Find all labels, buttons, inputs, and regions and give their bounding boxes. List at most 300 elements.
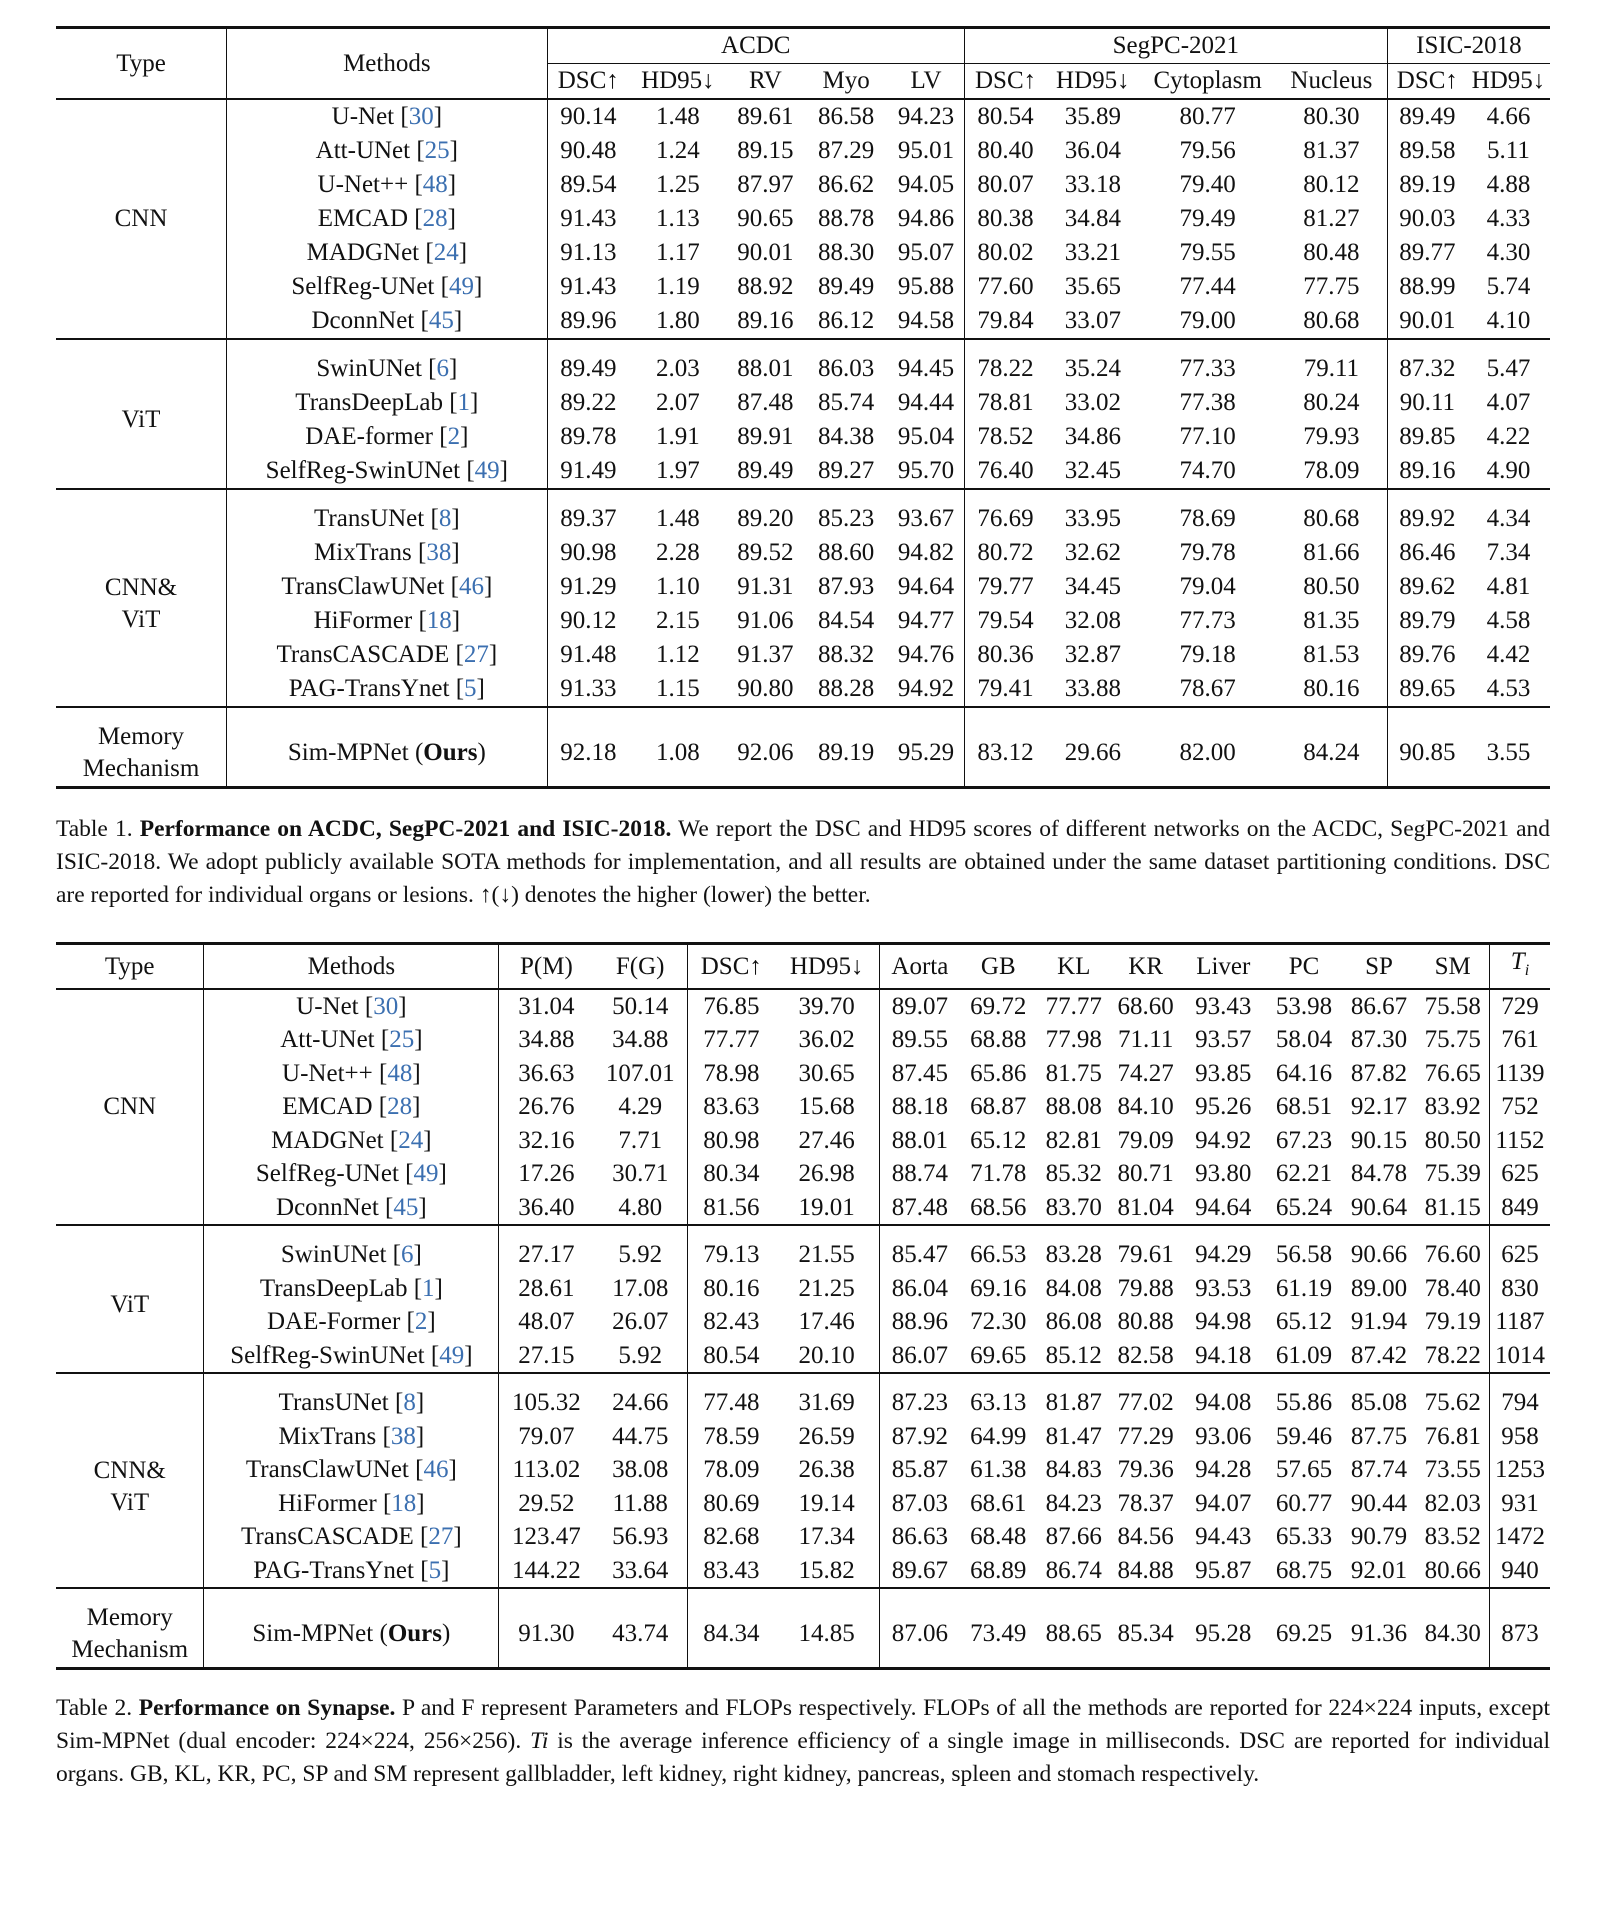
method-name	[227, 352, 548, 386]
method-label: TransCASCADE	[276, 641, 456, 668]
spacer-cell	[1342, 1588, 1417, 1601]
value-cell: 88.60	[818, 539, 875, 566]
value-cell: 80.16	[1303, 675, 1360, 702]
table-1	[56, 26, 1550, 789]
value-cell: 35.65	[1064, 273, 1121, 300]
spacer-cell	[888, 707, 964, 720]
method-name	[204, 1453, 499, 1487]
value-cell: 81.56	[687, 1191, 775, 1226]
value-cell: 86.08	[1045, 1308, 1102, 1335]
bracket: [	[466, 457, 475, 484]
value-cell: 849	[1489, 1191, 1550, 1226]
bracket: ]	[448, 1456, 457, 1483]
value-cell: 89.65	[1387, 672, 1467, 707]
value-cell: 93.80	[1195, 1160, 1252, 1187]
value-cell: 82.81	[1045, 1126, 1102, 1154]
value-cell: 90.85	[1387, 720, 1467, 788]
value-cell: 4.30	[1486, 239, 1531, 266]
method-name	[227, 604, 548, 638]
value-cell: 80.54	[687, 1339, 775, 1374]
value-cell: 89.91	[737, 423, 794, 450]
table-row	[56, 1238, 1550, 1272]
value-cell: 84.23	[1045, 1489, 1102, 1517]
table-2-caption	[56, 1692, 1550, 1791]
value-cell: 73.49	[960, 1601, 1036, 1669]
value-cell: 1139	[1489, 1057, 1550, 1091]
bracket: ]	[483, 573, 493, 600]
value-cell: 80.72	[964, 536, 1046, 570]
value-cell: 80.24	[1303, 389, 1360, 416]
value-cell: 90.01	[1387, 304, 1467, 339]
table-row	[56, 536, 1550, 570]
value-cell: 1.25	[656, 171, 700, 198]
value-cell: 3.55	[1467, 720, 1550, 788]
column-header: Liver	[1180, 944, 1266, 989]
table-row	[56, 1272, 1550, 1306]
column-header: GB	[960, 944, 1036, 989]
bracket: [	[420, 1523, 429, 1550]
value-cell: 83.63	[687, 1090, 775, 1124]
spacer-cell	[56, 489, 227, 502]
value-cell: 89.49	[547, 352, 629, 386]
value-cell: 94.64	[1195, 1193, 1252, 1221]
value-cell: 26.98	[798, 1160, 855, 1187]
bracket: ]	[451, 607, 461, 634]
bracket: ]	[438, 1160, 447, 1187]
value-cell: 82.03	[1424, 1489, 1481, 1517]
value-cell: 79.19	[1424, 1308, 1481, 1335]
spacer-cell	[1489, 1588, 1550, 1601]
method-label: SwinUNet	[280, 1241, 393, 1268]
value-cell: 56.58	[1275, 1241, 1333, 1268]
method-label: SelfReg-SwinUNet	[265, 457, 467, 484]
spacer-cell	[1111, 1225, 1180, 1238]
bracket: [	[392, 1241, 401, 1268]
value-cell: 31.69	[798, 1389, 855, 1416]
value-cell: 11.88	[612, 1489, 668, 1517]
value-cell: 27.46	[798, 1126, 855, 1154]
spacer-cell	[1139, 707, 1275, 720]
value-cell: 79.55	[1179, 239, 1236, 266]
method-label: Att-UNet	[315, 137, 417, 164]
bracket: [	[382, 1422, 391, 1450]
spacer-cell	[960, 1588, 1036, 1601]
citation-link: 45	[393, 1193, 419, 1221]
column-header: HD95↓	[775, 944, 879, 989]
table-row	[56, 1023, 1550, 1057]
value-cell: 77.73	[1179, 607, 1236, 634]
method-label: HiFormer	[278, 1489, 383, 1517]
table-row	[56, 270, 1550, 304]
citation-link: 49	[448, 273, 474, 300]
spacer-cell	[1036, 1225, 1111, 1238]
citation-link: 48	[387, 1059, 413, 1087]
value-cell: 1187	[1489, 1305, 1550, 1339]
value-cell: 77.60	[964, 270, 1046, 304]
value-cell: 32.45	[1064, 457, 1121, 484]
column-header: DSC↑	[964, 64, 1046, 100]
value-cell: 78.09	[1303, 457, 1360, 484]
value-cell: 80.68	[1303, 307, 1360, 334]
method-name	[227, 304, 548, 339]
value-cell: 1253	[1489, 1453, 1550, 1487]
bracket: [	[439, 423, 448, 450]
bracket: ]	[398, 992, 407, 1020]
spacer-cell	[629, 707, 727, 720]
method-label: Att-UNet	[280, 1026, 381, 1053]
bracket: [	[420, 1556, 429, 1584]
value-cell: 80.07	[964, 168, 1046, 202]
bracket: [	[380, 1026, 390, 1053]
method-name	[227, 720, 548, 788]
spacer-cell	[56, 1225, 204, 1238]
spacer-cell	[204, 1225, 499, 1238]
value-cell: 93.53	[1195, 1274, 1252, 1302]
value-cell: 87.92	[879, 1420, 960, 1454]
value-cell: 89.37	[547, 502, 629, 536]
value-cell: 87.32	[1387, 352, 1467, 386]
table-row	[56, 638, 1550, 672]
bracket: ]	[451, 505, 460, 532]
value-cell: 1.48	[656, 505, 700, 532]
method-label: MADGNet	[271, 1126, 390, 1154]
type-label: Memory Mechanism	[56, 1601, 204, 1669]
bracket: ]	[453, 1523, 462, 1550]
value-cell: 69.65	[970, 1341, 1027, 1369]
bracket: [	[450, 573, 459, 600]
method-name	[227, 454, 548, 489]
value-cell: 90.03	[1387, 202, 1467, 236]
value-cell: 24.66	[612, 1389, 669, 1416]
bracket: [	[430, 505, 439, 532]
spacer-cell	[1276, 489, 1387, 502]
value-cell: 32.62	[1064, 539, 1121, 566]
table-2-column-header-row	[56, 944, 1550, 989]
value-cell: 80.50	[1424, 1126, 1481, 1154]
value-cell: 79.04	[1179, 573, 1236, 600]
table-row	[56, 1305, 1550, 1339]
value-cell: 4.66	[1486, 103, 1531, 130]
value-cell: 85.32	[1045, 1160, 1102, 1187]
column-header: F(G)	[594, 944, 688, 989]
value-cell: 75.58	[1424, 992, 1481, 1020]
value-cell: 87.06	[879, 1601, 960, 1669]
type-label: ViT	[121, 406, 161, 433]
value-cell: 89.77	[1387, 236, 1467, 270]
value-cell: 86.03	[818, 355, 875, 382]
value-cell: 34.88	[612, 1026, 669, 1053]
value-cell: 729	[1489, 989, 1550, 1024]
ours-row	[56, 720, 1550, 788]
value-cell: 85.74	[818, 389, 875, 416]
spacer-cell	[1180, 1588, 1266, 1601]
bracket: [	[414, 171, 423, 198]
value-cell: 39.70	[798, 992, 855, 1020]
value-cell: 55.86	[1275, 1389, 1333, 1416]
value-cell: 34.84	[1064, 205, 1121, 232]
bracket: ]	[448, 355, 458, 382]
value-cell: 89.78	[547, 420, 629, 454]
bracket: [	[389, 1126, 399, 1154]
value-cell: 78.52	[964, 420, 1046, 454]
value-cell: 91.36	[1342, 1601, 1417, 1669]
value-cell: 2.15	[656, 607, 700, 634]
value-cell: 84.78	[1350, 1160, 1408, 1187]
value-cell: 32.08	[1064, 607, 1121, 634]
bracket: ]	[488, 641, 498, 668]
value-cell: 71.78	[970, 1160, 1027, 1187]
value-cell: 79.18	[1179, 641, 1236, 668]
method-name	[204, 1601, 499, 1669]
value-cell: 87.48	[879, 1191, 960, 1226]
value-cell: 80.71	[1117, 1160, 1174, 1187]
value-cell: 34.45	[1064, 573, 1121, 600]
citation-link: 5	[464, 675, 477, 702]
bracket: [	[378, 1093, 388, 1120]
citation-link: 48	[422, 171, 448, 198]
method-name	[227, 236, 548, 270]
value-cell: 1014	[1489, 1339, 1550, 1374]
spacer-cell	[960, 1373, 1036, 1386]
value-cell: 89.27	[818, 457, 875, 484]
value-cell: 94.07	[1195, 1489, 1252, 1517]
value-cell: 33.88	[1064, 675, 1121, 702]
spacer-cell	[879, 1373, 960, 1386]
value-cell: 1.80	[656, 307, 700, 334]
spacer-cell	[775, 1588, 879, 1601]
citation-link: 18	[391, 1489, 417, 1517]
bracket: [	[455, 641, 464, 668]
method-name	[204, 1420, 499, 1454]
value-cell: 95.04	[897, 423, 955, 450]
value-cell: 68.61	[970, 1489, 1027, 1517]
value-cell: 20.10	[798, 1341, 855, 1369]
value-cell: 81.35	[1303, 607, 1360, 634]
value-cell: 15.68	[798, 1093, 855, 1120]
value-cell: 33.21	[1064, 239, 1121, 266]
spacer-cell	[964, 489, 1046, 502]
value-cell: 87.42	[1350, 1341, 1408, 1369]
method-label: U-Net	[331, 103, 401, 130]
value-cell: 94.82	[897, 539, 955, 566]
method-label: MixTrans	[278, 1422, 383, 1450]
value-cell: 81.53	[1303, 641, 1360, 668]
value-cell: 91.30	[499, 1601, 594, 1669]
citation-link: 49	[474, 457, 500, 484]
value-cell: 78.98	[687, 1057, 775, 1091]
value-cell: 95.28	[1180, 1601, 1266, 1669]
value-cell: 33.18	[1064, 171, 1121, 198]
value-cell: 26.38	[798, 1456, 855, 1483]
spacer-cell	[1276, 707, 1387, 720]
value-cell: 931	[1489, 1487, 1550, 1521]
value-cell: 86.74	[1045, 1556, 1102, 1584]
value-cell: 94.64	[897, 573, 955, 600]
spacer-cell	[804, 339, 888, 352]
value-cell: 80.69	[687, 1487, 775, 1521]
spacer-cell	[1267, 1588, 1342, 1601]
value-cell: 81.75	[1045, 1059, 1102, 1087]
method-label: DconnNet	[276, 1193, 386, 1221]
value-cell: 67.23	[1275, 1126, 1333, 1154]
value-cell: 69.25	[1267, 1601, 1342, 1669]
value-cell: 88.30	[818, 239, 875, 266]
value-cell: 78.22	[1424, 1341, 1481, 1369]
column-header: HD95↓	[1046, 64, 1139, 100]
caption-title: Performance on Synapse.	[138, 1695, 396, 1721]
method-label: U-Net++	[317, 171, 415, 198]
value-cell: 79.54	[964, 604, 1046, 638]
citation-link: 45	[428, 307, 454, 334]
spacer-cell	[1417, 1588, 1490, 1601]
bracket: ]	[416, 1489, 425, 1517]
value-cell: 94.77	[897, 607, 955, 634]
value-cell: 93.85	[1195, 1059, 1252, 1087]
value-cell: 77.77	[687, 1023, 775, 1057]
value-cell: 94.28	[1195, 1456, 1252, 1483]
spacer-cell	[1036, 1373, 1111, 1386]
citation-link: 8	[403, 1389, 416, 1416]
value-cell: 92.01	[1350, 1556, 1408, 1584]
method-label: Sim-MPNet	[287, 739, 415, 766]
value-cell: 79.61	[1117, 1241, 1174, 1268]
method-name	[227, 570, 548, 604]
method-name	[204, 1305, 499, 1339]
caption-text: We report the DSC and HD95 scores of different networks on the ACDC, SegPC-2021 and ISIC-2018. We adopt publicly available SOTA methods for implementation, and all results are obtained under the same dataset partitioning conditions. DSC are reported for individual organs or lesions. ↑(↓) denotes the higher (lower) the better.	[56, 816, 1550, 908]
method-label: TransUNet	[314, 505, 431, 532]
value-cell: 85.34	[1111, 1601, 1180, 1669]
spacer-cell	[1267, 1373, 1342, 1386]
value-cell: 89.61	[737, 103, 794, 130]
value-cell: 91.13	[547, 236, 629, 270]
methods-header: Methods	[227, 28, 548, 100]
value-cell: 91.43	[547, 270, 629, 304]
value-cell: 82.00	[1139, 720, 1275, 788]
table-row	[56, 1157, 1550, 1191]
value-cell: 80.54	[964, 99, 1046, 134]
value-cell: 89.20	[737, 505, 794, 532]
spacer-cell	[56, 1588, 204, 1601]
method-name	[204, 1238, 499, 1272]
citation-link: 2	[414, 1308, 428, 1335]
value-cell: 65.12	[970, 1126, 1027, 1154]
spacer-cell	[227, 339, 548, 352]
bracket: ]	[473, 273, 483, 300]
value-cell: 82.43	[687, 1305, 775, 1339]
value-cell: 94.45	[897, 355, 955, 382]
method-label: MixTrans	[314, 539, 418, 566]
value-cell: 58.04	[1275, 1026, 1333, 1053]
method-label: HiFormer	[313, 607, 419, 634]
value-cell: 83.92	[1424, 1093, 1481, 1120]
value-cell: 76.40	[964, 454, 1046, 489]
method-name	[227, 270, 548, 304]
value-cell: 68.48	[970, 1523, 1027, 1550]
table-row	[56, 134, 1550, 168]
value-cell: 75.75	[1424, 1026, 1481, 1053]
bracket: [	[405, 1160, 414, 1187]
table-row	[56, 99, 1550, 134]
value-cell: 95.07	[897, 239, 955, 266]
value-cell: 17.46	[798, 1308, 855, 1335]
table-row	[56, 420, 1550, 454]
value-cell: 80.34	[687, 1157, 775, 1191]
table-row	[56, 352, 1550, 386]
spacer-cell	[727, 489, 804, 502]
bracket: [	[418, 607, 427, 634]
bracket: ]	[413, 1241, 422, 1268]
value-cell: 81.87	[1045, 1389, 1102, 1416]
value-cell: 77.77	[1045, 992, 1102, 1020]
value-cell: 69.72	[970, 992, 1027, 1020]
value-cell: 78.69	[1179, 505, 1236, 532]
value-cell: 89.85	[1387, 420, 1467, 454]
value-cell: 28.61	[499, 1272, 594, 1306]
type-label: CNN	[114, 205, 168, 232]
citation-link: 25	[389, 1026, 415, 1053]
value-cell: 84.08	[1045, 1274, 1102, 1302]
value-cell: 32.87	[1064, 641, 1121, 668]
citation-link: 1	[422, 1274, 435, 1302]
citation-link: 24	[398, 1126, 424, 1154]
value-cell: 91.31	[737, 573, 794, 600]
value-cell: 95.88	[897, 273, 955, 300]
method-name	[227, 502, 548, 536]
spacer-cell	[1342, 1225, 1417, 1238]
value-cell: 30.71	[612, 1160, 669, 1187]
value-cell: 78.81	[964, 386, 1046, 420]
spacer-cell	[879, 1588, 960, 1601]
value-cell: 29.52	[499, 1487, 594, 1521]
value-cell: 83.52	[1424, 1523, 1481, 1550]
value-cell: 95.01	[897, 137, 955, 164]
column-header: Nucleus	[1276, 64, 1387, 100]
value-cell: 91.29	[547, 570, 629, 604]
bracket: [	[428, 355, 437, 382]
method-label: SelfReg-SwinUNet	[230, 1341, 431, 1369]
value-cell: 1.17	[656, 239, 700, 266]
table-row	[56, 1191, 1550, 1226]
value-cell: 4.10	[1486, 307, 1531, 334]
value-cell: 84.54	[818, 607, 875, 634]
spacer-cell	[1342, 1373, 1417, 1386]
value-cell: 48.07	[499, 1305, 594, 1339]
value-cell: 88.01	[737, 355, 794, 382]
spacer-cell	[804, 489, 888, 502]
value-cell: 625	[1489, 1238, 1550, 1272]
value-cell: 94.58	[897, 307, 955, 334]
value-cell: 78.40	[1424, 1274, 1481, 1302]
value-cell: 88.01	[879, 1124, 960, 1158]
value-cell: 91.48	[547, 638, 629, 672]
table-row	[56, 604, 1550, 638]
value-cell: 65.12	[1275, 1308, 1333, 1335]
value-cell: 86.07	[879, 1339, 960, 1374]
value-cell: 80.68	[1303, 505, 1360, 532]
value-cell: 86.63	[879, 1520, 960, 1554]
value-cell: 77.75	[1303, 273, 1360, 300]
value-cell: 85.12	[1045, 1341, 1102, 1369]
value-cell: 107.01	[605, 1059, 675, 1087]
method-label: PAG-TransYnet	[253, 1556, 421, 1584]
spacer-cell	[1387, 339, 1467, 352]
value-cell: 873	[1489, 1601, 1550, 1669]
citation-link: 30	[373, 992, 399, 1020]
table-row	[56, 386, 1550, 420]
bracket: ]	[460, 423, 469, 450]
spacer-cell	[227, 489, 548, 502]
value-cell: 94.29	[1195, 1241, 1252, 1268]
